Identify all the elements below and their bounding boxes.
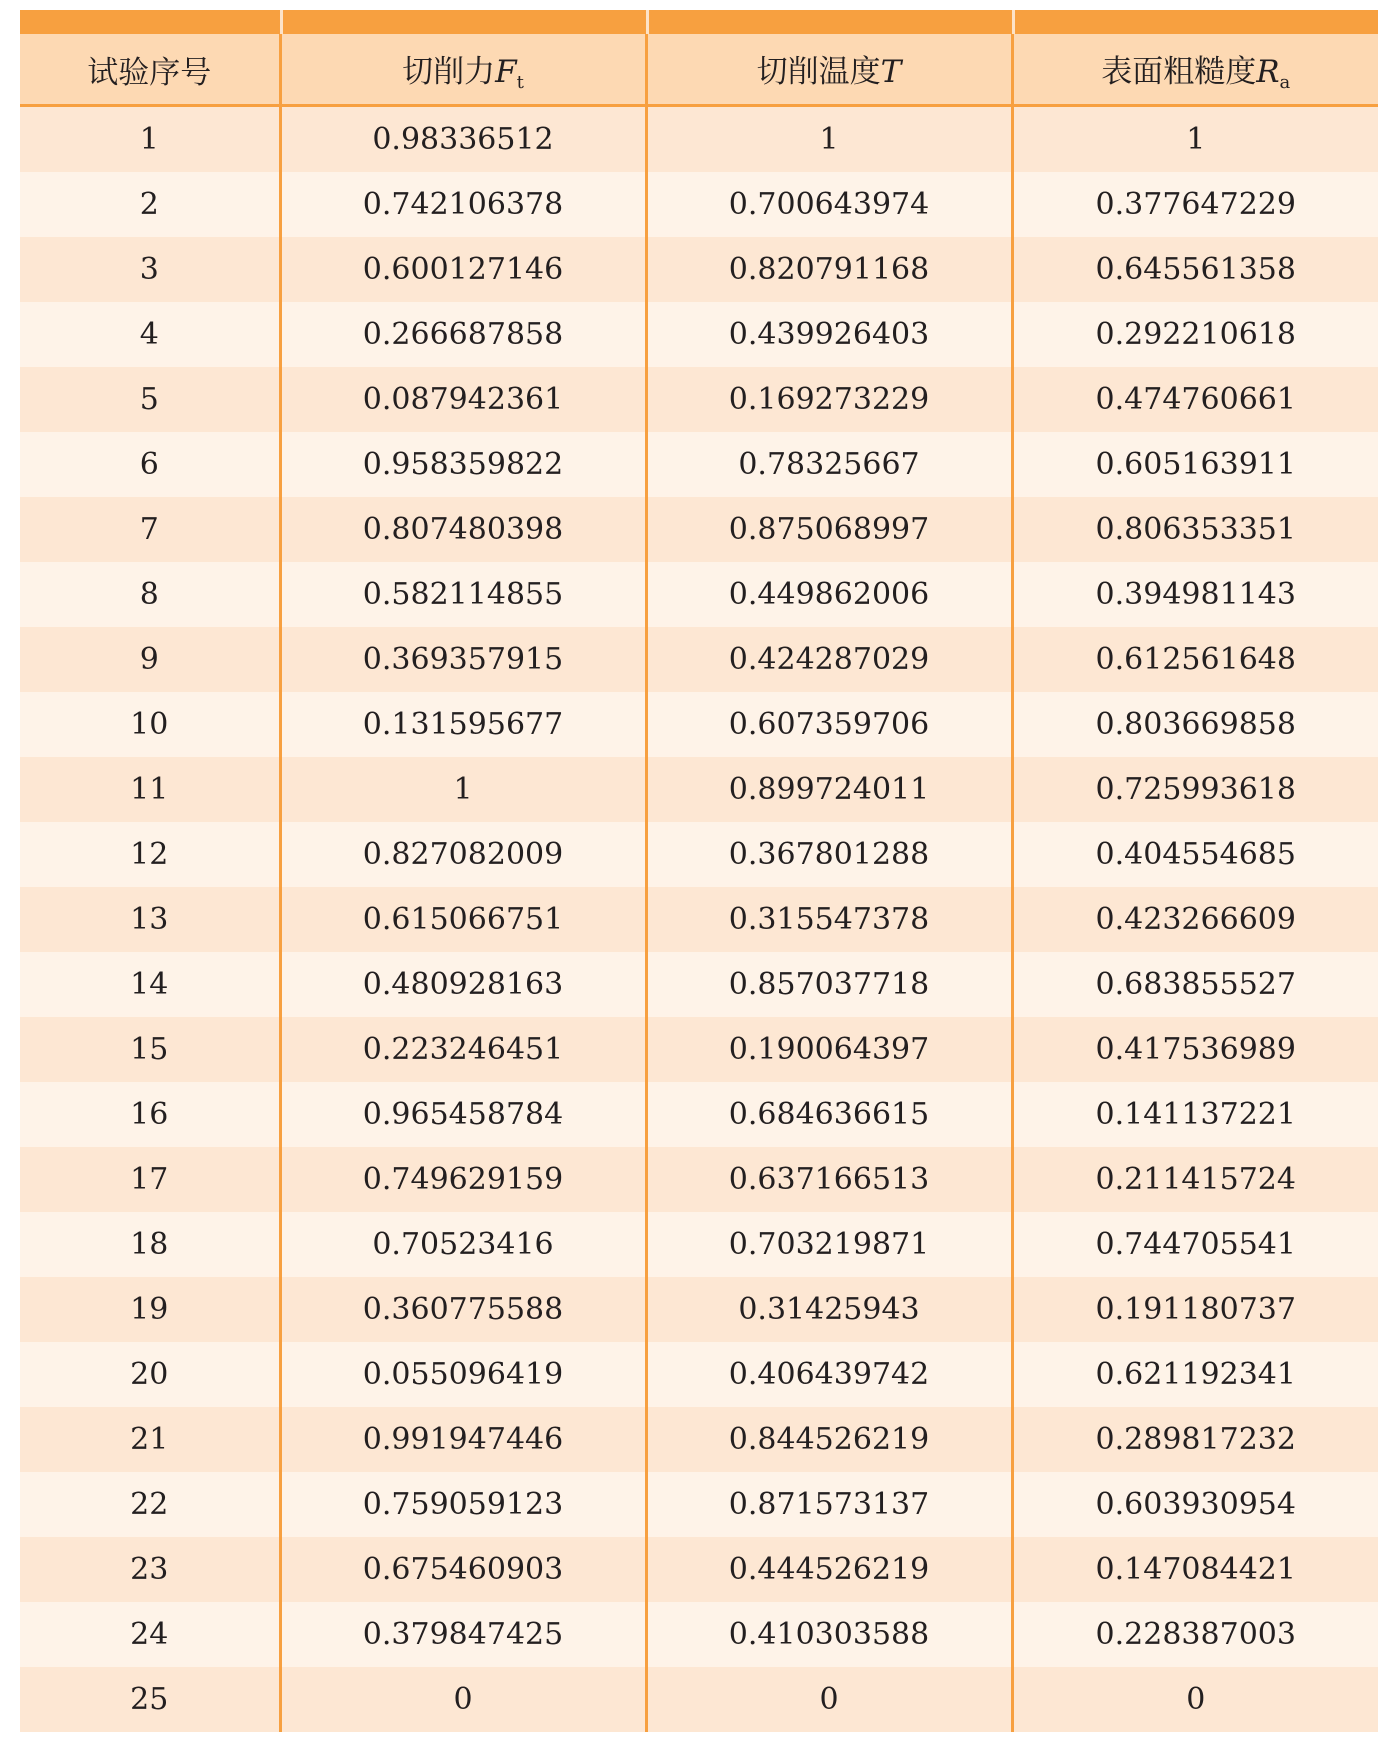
cell-cutting-force: 0.991947446 [280,1407,646,1472]
table-row [20,106,1378,173]
results-table [20,34,1378,1732]
cell-surface-roughness: 0.211415724 [1012,1147,1378,1212]
cell-cutting-force: 0.055096419 [280,1342,646,1407]
cell-trial-number: 10 [20,692,280,757]
cell-cutting-temperature: 0.78325667 [646,432,1012,497]
cell-cutting-temperature: 0 [646,1667,1012,1732]
cell-surface-roughness: 0.417536989 [1012,1017,1378,1082]
cell-cutting-temperature: 0.844526219 [646,1407,1012,1472]
table-body [20,106,1378,1733]
table-row [20,302,1378,367]
header-row [20,34,1378,106]
cell-surface-roughness: 0.147084421 [1012,1537,1378,1602]
cell-trial-number: 1 [20,106,280,173]
table-row [20,172,1378,237]
cell-cutting-force: 0.369357915 [280,627,646,692]
cell-cutting-force: 0.360775588 [280,1277,646,1342]
cell-trial-number: 6 [20,432,280,497]
table-row [20,757,1378,822]
top-bar-segment [280,10,646,34]
cell-cutting-force: 0.480928163 [280,952,646,1017]
cell-surface-roughness: 0 [1012,1667,1378,1732]
cell-cutting-force: 0.600127146 [280,237,646,302]
table-row [20,1147,1378,1212]
cell-trial-number: 25 [20,1667,280,1732]
table-row [20,562,1378,627]
table-row [20,432,1378,497]
cell-trial-number: 18 [20,1212,280,1277]
cell-trial-number: 22 [20,1472,280,1537]
cell-trial-number: 9 [20,627,280,692]
cell-trial-number: 17 [20,1147,280,1212]
table-row [20,822,1378,887]
top-bar-segment [646,10,1012,34]
cell-cutting-force: 0.742106378 [280,172,646,237]
cell-cutting-force: 0.759059123 [280,1472,646,1537]
table-row [20,237,1378,302]
cell-surface-roughness: 0.228387003 [1012,1602,1378,1667]
cell-cutting-temperature: 0.449862006 [646,562,1012,627]
table-row [20,1212,1378,1277]
cell-trial-number: 13 [20,887,280,952]
cell-cutting-force: 0.131595677 [280,692,646,757]
cell-trial-number: 16 [20,1082,280,1147]
cell-surface-roughness: 0.645561358 [1012,237,1378,302]
cell-cutting-temperature: 0.607359706 [646,692,1012,757]
table-top-bar [20,10,1378,34]
cell-trial-number: 5 [20,367,280,432]
cell-cutting-temperature: 0.190064397 [646,1017,1012,1082]
cell-cutting-force: 0.749629159 [280,1147,646,1212]
cell-cutting-force: 0.98336512 [280,106,646,173]
table-row [20,1667,1378,1732]
cell-surface-roughness: 0.803669858 [1012,692,1378,757]
cell-cutting-force: 0.70523416 [280,1212,646,1277]
cell-cutting-force: 0.675460903 [280,1537,646,1602]
cell-cutting-force: 0.827082009 [280,822,646,887]
cell-trial-number: 19 [20,1277,280,1342]
table-row [20,1472,1378,1537]
top-bar-segment [20,10,280,34]
table-row [20,367,1378,432]
cell-trial-number: 24 [20,1602,280,1667]
cell-surface-roughness: 0.603930954 [1012,1472,1378,1537]
cell-surface-roughness: 0.744705541 [1012,1212,1378,1277]
data-table-container [20,10,1378,1732]
cell-cutting-force: 0.582114855 [280,562,646,627]
table-header [20,34,1378,106]
cell-surface-roughness: 0.474760661 [1012,367,1378,432]
header-cutting-force: 切削力$F_t$ [280,34,646,106]
cell-surface-roughness: 0.806353351 [1012,497,1378,562]
cell-surface-roughness: 0.289817232 [1012,1407,1378,1472]
cell-surface-roughness: 0.612561648 [1012,627,1378,692]
cell-cutting-force: 0.379847425 [280,1602,646,1667]
cell-cutting-temperature: 0.637166513 [646,1147,1012,1212]
cell-surface-roughness: 0.191180737 [1012,1277,1378,1342]
cell-cutting-temperature: 0.871573137 [646,1472,1012,1537]
cell-cutting-temperature: 0.31425943 [646,1277,1012,1342]
cell-cutting-force: 1 [280,757,646,822]
table-row [20,1082,1378,1147]
cell-surface-roughness: 0.404554685 [1012,822,1378,887]
cell-cutting-temperature: 0.700643974 [646,172,1012,237]
table-row [20,1407,1378,1472]
cell-cutting-force: 0.266687858 [280,302,646,367]
cell-cutting-force: 0.807480398 [280,497,646,562]
cell-surface-roughness: 0.377647229 [1012,172,1378,237]
cell-surface-roughness: 0.292210618 [1012,302,1378,367]
cell-cutting-force: 0.958359822 [280,432,646,497]
header-surface-roughness: 表面粗糙度$R_a$ [1012,34,1378,106]
cell-surface-roughness: 0.141137221 [1012,1082,1378,1147]
cell-cutting-temperature: 0.424287029 [646,627,1012,692]
cell-trial-number: 2 [20,172,280,237]
cell-surface-roughness: 0.423266609 [1012,887,1378,952]
cell-cutting-temperature: 0.820791168 [646,237,1012,302]
top-bar-segment [1012,10,1378,34]
table-row [20,692,1378,757]
table-row [20,1017,1378,1082]
table-row [20,627,1378,692]
cell-trial-number: 15 [20,1017,280,1082]
cell-trial-number: 11 [20,757,280,822]
cell-cutting-temperature: 0.367801288 [646,822,1012,887]
cell-trial-number: 20 [20,1342,280,1407]
cell-cutting-force: 0.965458784 [280,1082,646,1147]
cell-trial-number: 14 [20,952,280,1017]
cell-cutting-temperature: 0.444526219 [646,1537,1012,1602]
cell-cutting-temperature: 0.169273229 [646,367,1012,432]
cell-cutting-force: 0 [280,1667,646,1732]
cell-cutting-temperature: 0.406439742 [646,1342,1012,1407]
cell-trial-number: 7 [20,497,280,562]
header-cutting-temperature: 切削温度T [646,34,1012,106]
table-row [20,1602,1378,1667]
cell-trial-number: 3 [20,237,280,302]
cell-trial-number: 23 [20,1537,280,1602]
cell-cutting-temperature: 0.315547378 [646,887,1012,952]
cell-surface-roughness: 0.394981143 [1012,562,1378,627]
cell-trial-number: 12 [20,822,280,887]
cell-trial-number: 4 [20,302,280,367]
cell-surface-roughness: 0.683855527 [1012,952,1378,1017]
table-row [20,1277,1378,1342]
cell-surface-roughness: 1 [1012,106,1378,173]
table-row [20,1537,1378,1602]
table-row [20,497,1378,562]
cell-surface-roughness: 0.605163911 [1012,432,1378,497]
cell-cutting-force: 0.615066751 [280,887,646,952]
table-row [20,887,1378,952]
cell-cutting-temperature: 0.899724011 [646,757,1012,822]
header-trial-number: 试验序号 [20,34,280,106]
cell-surface-roughness: 0.725993618 [1012,757,1378,822]
cell-cutting-temperature: 0.684636615 [646,1082,1012,1147]
cell-cutting-force: 0.223246451 [280,1017,646,1082]
cell-cutting-temperature: 0.703219871 [646,1212,1012,1277]
cell-cutting-temperature: 1 [646,106,1012,173]
cell-surface-roughness: 0.621192341 [1012,1342,1378,1407]
cell-trial-number: 21 [20,1407,280,1472]
cell-cutting-force: 0.087942361 [280,367,646,432]
cell-cutting-temperature: 0.410303588 [646,1602,1012,1667]
cell-cutting-temperature: 0.857037718 [646,952,1012,1017]
table-row [20,1342,1378,1407]
cell-cutting-temperature: 0.439926403 [646,302,1012,367]
table-row [20,952,1378,1017]
cell-trial-number: 8 [20,562,280,627]
cell-cutting-temperature: 0.875068997 [646,497,1012,562]
